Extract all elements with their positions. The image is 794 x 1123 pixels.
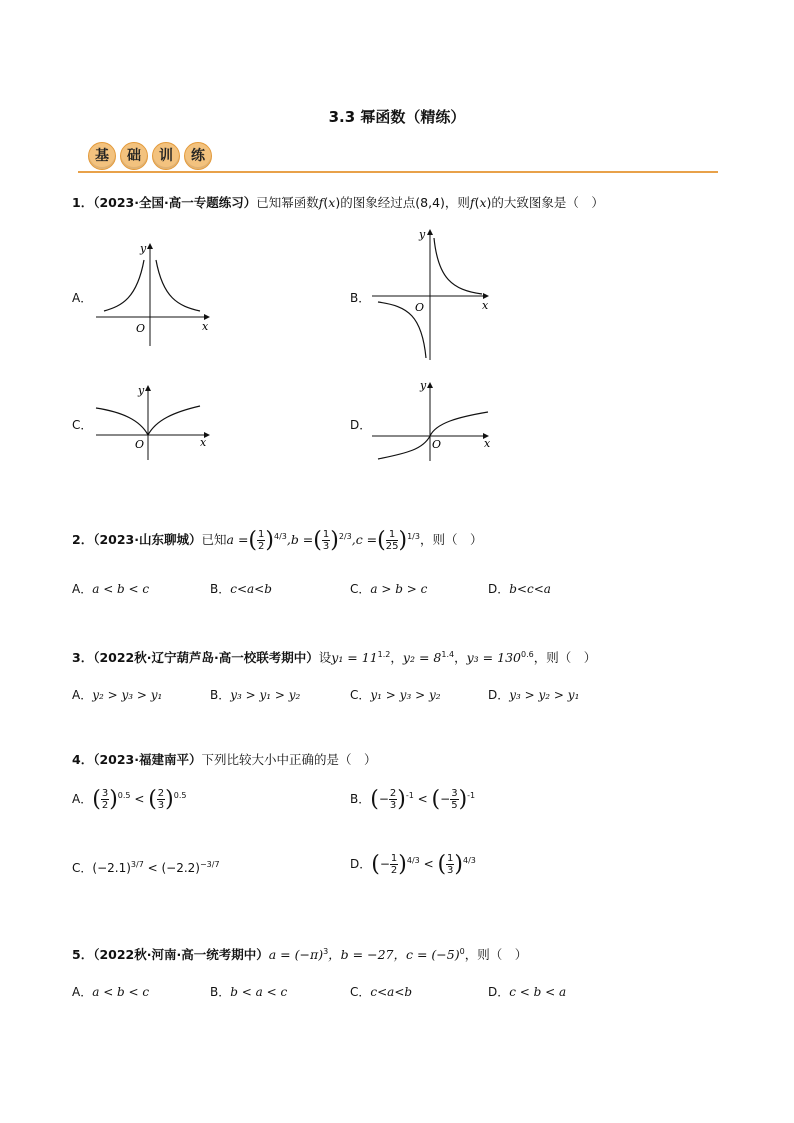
axis-label-x: x <box>482 299 489 312</box>
option-b[interactable]: B．(− $\frac{2}{3}$ )$^{-1}$ < (− $\frac{3}{5}$ )$^{-1}$ <box>350 787 476 812</box>
question-source: （2022秋·河南·高一统考期中） <box>93 947 269 962</box>
origin-label: O <box>135 438 145 451</box>
exponent: 0 <box>459 946 465 956</box>
option-c[interactable]: C．a > b > c <box>350 582 428 596</box>
option-a[interactable]: A．a < b < c <box>72 582 150 596</box>
section-banner <box>88 142 216 172</box>
var-c: ,c = <box>351 532 378 547</box>
var-y1: y₁ = 11 <box>331 650 378 665</box>
option-d[interactable]: D．c < b < a <box>488 985 567 999</box>
exponent: 3 <box>323 946 329 956</box>
question-text: 下列比较大小中正确的是（ ） <box>201 752 377 767</box>
graph-option-d[interactable] <box>368 375 498 465</box>
option-d[interactable]: D．(− $\frac{1}{2}$ )$^{4/3}$ < ( $\frac{1}{3}$ )$^{4/3}$ <box>350 852 476 877</box>
option-b[interactable]: B．c<a<b <box>210 582 272 596</box>
exponent: 0.6 <box>520 649 534 659</box>
question-number: 4． <box>72 752 94 767</box>
origin-label: O <box>415 301 425 314</box>
var-a: a = <box>226 532 249 547</box>
question-source: （2022秋·辽宁葫芦岛·高一校联考期中） <box>93 650 319 665</box>
axis-label-x: x <box>484 437 491 450</box>
option-label[interactable]: C． <box>72 418 93 432</box>
exponent: 1.4 <box>441 649 455 659</box>
question-4 <box>72 750 377 768</box>
banner-char: 基 <box>88 142 116 170</box>
option-a[interactable]: A．( $\frac{3}{2}$ )$^{0.5}$ < ( $\frac{2}{3}$ )$^{0.5}$ <box>72 787 187 812</box>
origin-label: O <box>432 438 442 451</box>
var-b: ，b = −27 <box>328 947 394 962</box>
question-3: 3．（2022秋·辽宁葫芦岛·高一校联考期中）设$y_1 = 11^{1.2}$，$y_2 = 8^{1.4}$，$y_3 = 130^{0.6}$，则（ ） <box>72 649 597 665</box>
axis-label-x: x <box>202 320 209 333</box>
option-a[interactable]: A．y₂ > y₃ > y₁ <box>72 688 163 702</box>
fraction: $\frac{1}{2}$ <box>258 529 265 552</box>
exponent: 1/3 <box>407 531 420 541</box>
question-text: 已知幂函数 <box>256 195 319 210</box>
section-divider <box>78 171 718 173</box>
option-d[interactable]: D．b<c<a <box>488 582 551 596</box>
var-c: ，c = (−5) <box>393 947 460 962</box>
axis-label-y: y <box>138 384 145 397</box>
option-label[interactable]: D． <box>350 418 372 432</box>
option-d[interactable]: D．y₃ > y₂ > y₁ <box>488 688 580 702</box>
question-number: 3． <box>72 650 94 665</box>
question-text: ，则（ ） <box>533 650 597 665</box>
axis-label-y: y <box>140 242 147 255</box>
axis-label-y: y <box>419 228 426 241</box>
exponent: 2/3 <box>338 531 352 541</box>
question-number: 5． <box>72 947 94 962</box>
option-a[interactable]: A．a < b < c <box>72 985 150 999</box>
fraction: $\frac{1}{3}$ <box>322 529 330 552</box>
question-source: （2023·福建南平） <box>93 752 202 767</box>
function-name: f <box>318 195 324 210</box>
function-name: f <box>469 195 475 210</box>
question-source: （2023·山东聊城） <box>93 532 202 547</box>
page-title: 3.3 幂函数（精练） <box>328 108 466 126</box>
banner-char: 础 <box>120 142 148 170</box>
option-c[interactable]: C．y₁ > y₃ > y₂ <box>350 688 441 702</box>
var-b: ,b = <box>286 532 314 547</box>
question-text: 设 <box>318 650 332 665</box>
graph-option-b[interactable] <box>368 224 498 364</box>
graph-option-a[interactable] <box>92 238 217 350</box>
option-c[interactable]: C．c<a<b <box>350 985 413 999</box>
question-text: 的大致图象是（ ） <box>491 195 604 210</box>
question-source: （2023·全国·高一专题练习） <box>93 195 257 210</box>
option-b[interactable]: B．b < a < c <box>210 985 288 999</box>
exponent: 4/3 <box>273 531 287 541</box>
question-1: 1．（2023·全国·高一专题练习）已知幂函数f(x)的图象经过点(8,4)，则f(x)的大致图象是（ ） <box>72 195 604 210</box>
question-number: 2． <box>72 532 94 547</box>
question-5 <box>72 945 527 963</box>
question-2: 2．（2023·山东聊城）已知a =( $\frac{1}{2}$ )$^{4/3}$,b =( $\frac{1}{3}$ )$^{2/3}$,c =( $\frac{1}{25}$ )$^{1/3}$，则（ ） <box>72 528 483 553</box>
var-y2: y₂ = 8 <box>402 650 442 665</box>
question-text: 的图象经过点 <box>340 195 416 210</box>
option-b[interactable]: B．y₃ > y₁ > y₂ <box>210 688 301 702</box>
var-a: a = (−π) <box>268 947 324 962</box>
banner-char: 训 <box>152 142 180 170</box>
question-text: 已知 <box>201 532 227 547</box>
question-text: ，则（ ） <box>464 947 528 962</box>
point-coordinate: (8,4) <box>415 195 445 210</box>
option-label[interactable]: B． <box>350 291 371 305</box>
axis-label-y: y <box>420 379 427 392</box>
banner-char: 练 <box>184 142 212 170</box>
question-text: ，则 <box>444 195 470 210</box>
option-c[interactable]: C．$(-2.1)^{3/7} < (-2.2)^{-3/7}$ <box>72 860 220 875</box>
question-number: 1． <box>72 195 94 210</box>
var-y3: y₃ = 130 <box>466 650 521 665</box>
exponent: 1.2 <box>377 649 391 659</box>
axis-label-x: x <box>200 436 207 449</box>
origin-label: O <box>136 322 146 335</box>
option-label[interactable]: A． <box>72 291 93 305</box>
fraction: $\frac{1}{25}$ <box>385 529 399 552</box>
graph-option-c[interactable] <box>92 378 217 463</box>
question-text: ，则（ ） <box>419 532 483 547</box>
